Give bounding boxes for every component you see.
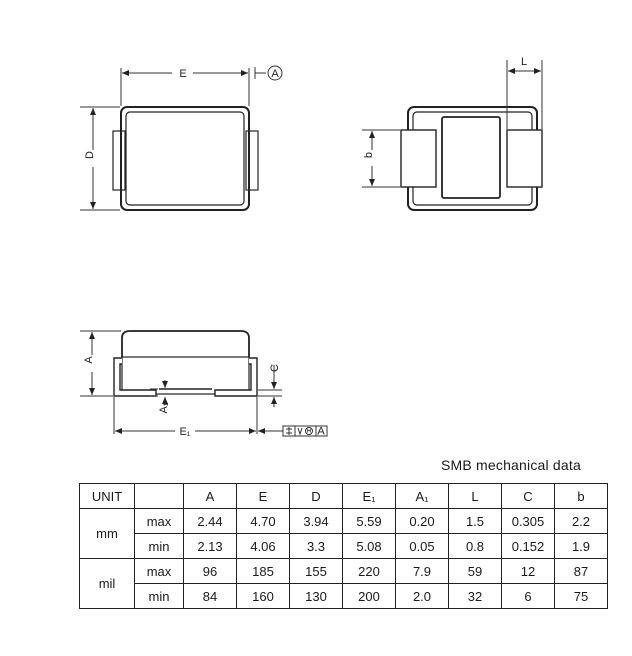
header-cell: E [237, 484, 290, 509]
value-cell: 84 [184, 584, 237, 609]
fcf-datum-label: A [317, 425, 325, 438]
header-cell [135, 484, 184, 509]
body-inner [126, 112, 244, 205]
unit-cell: mil [80, 559, 135, 609]
unit-cell: mm [80, 509, 135, 559]
value-cell: 160 [237, 584, 290, 609]
table-header-row [80, 484, 608, 509]
value-cell: 3.3 [290, 534, 343, 559]
dimension-E [121, 66, 282, 106]
table-row [80, 559, 608, 584]
right-pad [507, 130, 542, 187]
value-cell: 5.08 [343, 534, 396, 559]
value-cell: 0.305 [502, 509, 555, 534]
value-cell: 185 [237, 559, 290, 584]
dim-label-A: A [83, 356, 95, 364]
header-cell: A [184, 484, 237, 509]
table-row [80, 509, 608, 534]
tolerance-v-icon [298, 428, 302, 434]
right-lead [215, 358, 257, 396]
header-cell: C [502, 484, 555, 509]
center-pad [442, 117, 500, 198]
value-cell: 0.20 [396, 509, 449, 534]
header-cell: A₁ [396, 484, 449, 509]
header-cell: E₁ [343, 484, 396, 509]
value-cell: 96 [184, 559, 237, 584]
mechanical-data-table [79, 483, 608, 609]
row-label-cell: max [135, 509, 184, 534]
value-cell: 75 [555, 584, 608, 609]
dim-label-D: D [84, 151, 96, 159]
value-cell: 2.44 [184, 509, 237, 534]
datum-label-A: A [271, 68, 279, 80]
dim-label-b: b [363, 151, 375, 159]
left-lead [114, 358, 156, 396]
left-pad [401, 130, 436, 187]
header-cell: L [449, 484, 502, 509]
value-cell: 130 [290, 584, 343, 609]
value-cell: 1.9 [555, 534, 608, 559]
value-cell: 4.06 [237, 534, 290, 559]
value-cell: 4.70 [237, 509, 290, 534]
body-outer [121, 107, 249, 210]
table-row [80, 584, 608, 609]
table-row [80, 534, 608, 559]
top-view [113, 107, 258, 210]
value-cell: 12 [502, 559, 555, 584]
right-terminal [246, 131, 258, 190]
value-cell: 0.8 [449, 534, 502, 559]
left-terminal [113, 131, 125, 190]
row-label-cell: max [135, 559, 184, 584]
value-cell: 1.5 [449, 509, 502, 534]
value-cell: 155 [290, 559, 343, 584]
dim-label-C: C [269, 364, 281, 372]
row-label-cell: min [135, 584, 184, 609]
side-view [114, 331, 257, 396]
body-dome [122, 331, 249, 357]
row-label-cell: min [135, 534, 184, 559]
value-cell: 5.59 [343, 509, 396, 534]
value-cell: 2.13 [184, 534, 237, 559]
dim-label-E: E [179, 68, 187, 80]
value-cell: 2.2 [555, 509, 608, 534]
value-cell: 6 [502, 584, 555, 609]
value-cell: 7.9 [396, 559, 449, 584]
bottom-view [401, 107, 542, 210]
header-cell: b [555, 484, 608, 509]
value-cell: 32 [449, 584, 502, 609]
value-cell: 2.0 [396, 584, 449, 609]
dim-label-A1: A₁ [158, 402, 170, 414]
header-cell: UNIT [80, 484, 135, 509]
header-cell: D [290, 484, 343, 509]
value-cell: 87 [555, 559, 608, 584]
value-cell: 59 [449, 559, 502, 584]
value-cell: 0.152 [502, 534, 555, 559]
dim-label-L: L [520, 56, 528, 68]
value-cell: 3.94 [290, 509, 343, 534]
dim-label-E1: E₁ [179, 426, 191, 438]
table-title: SMB mechanical data [441, 457, 581, 473]
value-cell: 0.05 [396, 534, 449, 559]
value-cell: 200 [343, 584, 396, 609]
value-cell: 220 [343, 559, 396, 584]
